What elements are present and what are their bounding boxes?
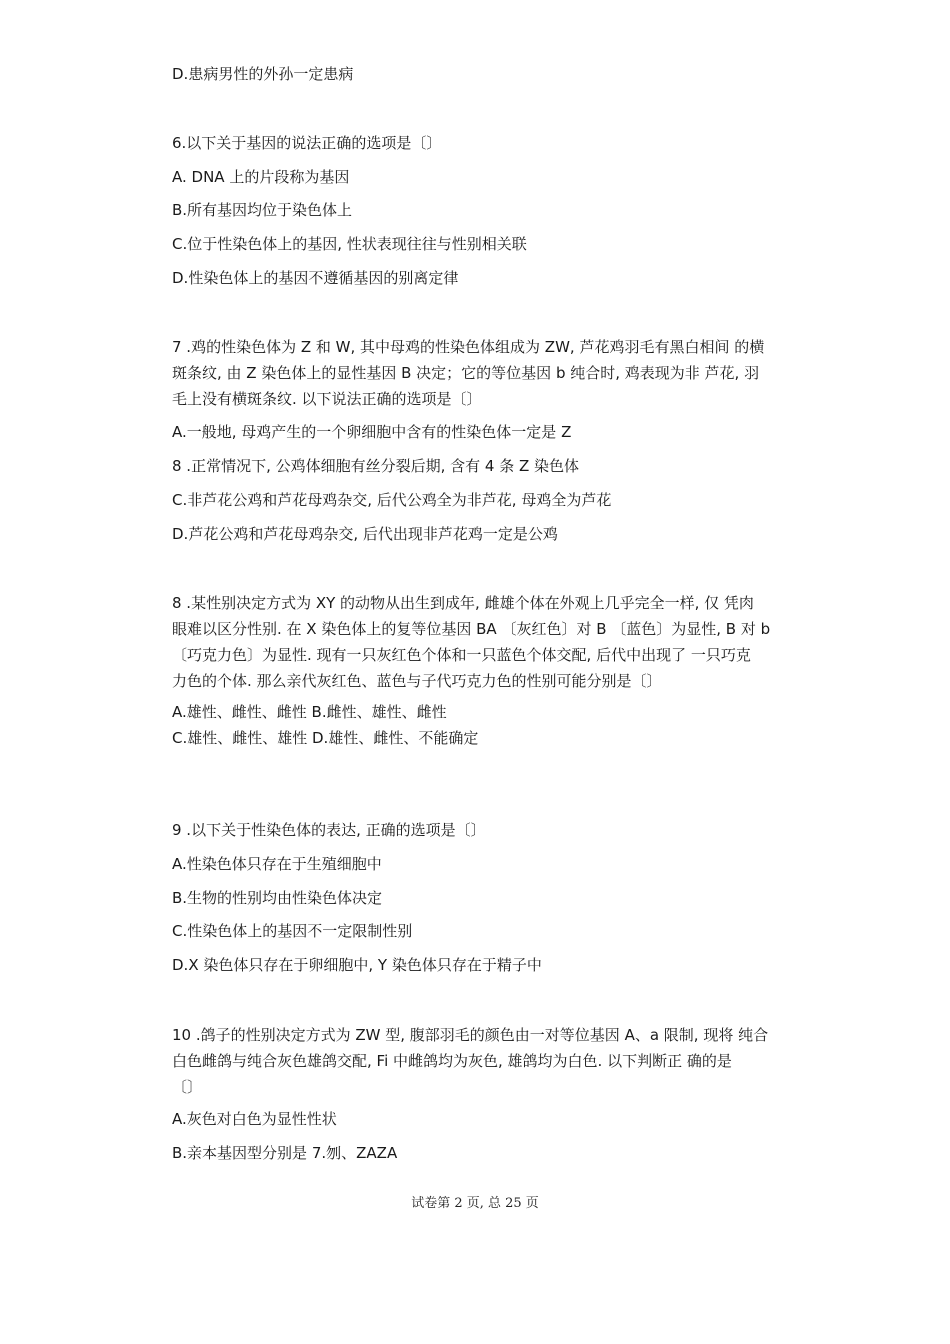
q7-option-c: C.非芦花公鸡和芦花母鸡杂交, 后代公鸡全为非芦花, 母鸡全为芦花 [172, 491, 612, 509]
q8-stem-line-1: 8 .某性别决定方式为 XY 的动物从出生到成年, 雌雄个体在外观上几乎完全一样, 仅 凭肉 [172, 594, 754, 612]
q6-option-c: C.位于性染色体上的基因, 性状表现往往与性别相关联 [172, 235, 527, 253]
q9-option-c: C.性染色体上的基因不一定限制性别 [172, 922, 413, 940]
q9-stem: 9 .以下关于性染色体的表达, 正确的选项是〔〕 [172, 821, 486, 839]
page-footer: 试卷第 2 页, 总 25 页 [411, 1196, 539, 1211]
q9-option-b: B.生物的性别均由性染色体决定 [172, 889, 383, 907]
q6-option-a: A. DNA 上的片段称为基因 [172, 168, 350, 186]
q7-stem-line-3: 毛上没有横斑条纹. 以下说法正确的选项是〔〕 [172, 390, 482, 408]
q10-stem [172, 1022, 832, 1100]
q8-stem-line-2: 眼难以区分性别. 在 X 染色体上的复等位基因 BA 〔灰红色〕对 B 〔蓝色〕为显性, B 对 b [172, 620, 771, 638]
q6-option-d: D.性染色体上的基因不遵循基因的别离定律 [172, 269, 459, 287]
q7-stem-line-1: 7 .鸡的性染色体为 Z 和 W, 其中母鸡的性染色体组成为 ZW, 芦花鸡羽毛有黑白相间 的横 [172, 338, 765, 356]
q8-options-row-1: A.雄性、雌性、雌性 B.雌性、雄性、雌性 [172, 703, 447, 721]
q7-stem [172, 334, 832, 412]
q7-option-b: 8 .正常情况下, 公鸡体细胞有丝分裂后期, 含有 4 条 Z 染色体 [172, 457, 580, 475]
q9-option-a: A.性染色体只存在于生殖细胞中 [172, 855, 382, 873]
q10-option-a: A.灰色对白色为显性性状 [172, 1110, 337, 1128]
q9-option-d: D.X 染色体只存在于卵细胞中, Y 染色体只存在于精子中 [172, 956, 542, 974]
q7-option-d: D.芦花公鸡和芦花母鸡杂交, 后代出现非芦花鸡一定是公鸡 [172, 525, 558, 543]
q7-option-a: A.一般地, 母鸡产生的一个卵细胞中含有的性染色体一定是 Z [172, 423, 572, 441]
q10-stem-line-1: 10 .鸽子的性别决定方式为 ZW 型, 腹部羽毛的颜色由一对等位基因 A、a 限制, 现将 纯合 [172, 1026, 769, 1044]
q6-stem: 6.以下关于基因的说法正确的选项是〔〕 [172, 134, 442, 152]
q5-option-d: D.患病男性的外孙一定患病 [172, 65, 354, 83]
q7-stem-line-2: 斑条纹, 由 Z 染色体上的显性基因 B 决定；它的等位基因 b 纯合时, 鸡表现为非 芦花, 羽 [172, 364, 760, 382]
q8-options-row-2: C.雄性、雌性、雄性 D.雄性、雌性、不能确定 [172, 729, 479, 747]
q10-option-b: B.亲本基因型分别是 7.刎、ZAZA [172, 1144, 398, 1162]
q8-stem-line-4: 力色的个体. 那么亲代灰红色、蓝色与子代巧克力色的性别可能分别是〔〕 [172, 672, 662, 690]
q10-stem-line-2: 白色雌鸽与纯合灰色雄鸽交配, Fi 中雌鸽均为灰色, 雄鸽均为白色. 以下判断正 确的是 [172, 1052, 732, 1070]
q6-option-b: B.所有基因均位于染色体上 [172, 201, 353, 219]
q10-stem-line-3: 〔〕 [172, 1078, 203, 1096]
q8-stem-line-3: 〔巧克力色〕为显性. 现有一只灰红色个体和一只蓝色个体交配, 后代中出现了 一只巧克 [172, 646, 751, 664]
q8-stem [172, 590, 832, 694]
